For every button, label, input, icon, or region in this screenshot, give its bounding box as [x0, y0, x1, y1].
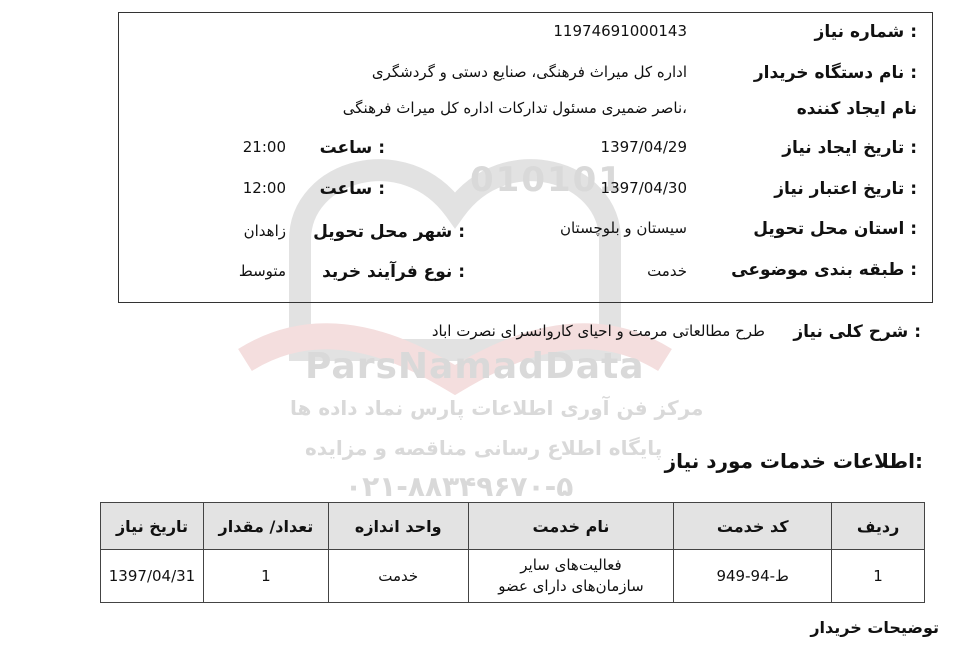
header-service-code: کد خدمت [674, 503, 832, 550]
created-date-label: تاریخ ایجاد نیاز : [782, 138, 917, 158]
valid-date-value: 1397/04/30 [600, 179, 687, 197]
city-value: زاهدان [243, 222, 286, 240]
watermark-phone: ۰۲۱-۸۸۳۴۹۶۷۰-۵ [345, 470, 574, 503]
need-number-value: 11974691000143 [553, 22, 687, 40]
buyer-org-value: اداره کل میراث فرهنگی، صنایع دستی و گردشگری [371, 63, 687, 81]
city-label: شهر محل تحویل : [313, 222, 465, 242]
summary-text: طرح مطالعاتی مرمت و احیای کاروانسرای نصرت اباد [431, 322, 765, 340]
header-row-number: ردیف [832, 503, 925, 550]
creator-value: ناصر ضمیری مسئول تدارکات اداره کل میراث فرهنگی، [342, 99, 687, 117]
watermark-digits: 010101 [470, 160, 624, 200]
category-value: خدمت [647, 262, 687, 280]
watermark-line1: مرکز فن آوری اطلاعات پارس نماد داده ها [290, 396, 704, 420]
valid-time-label: ساعت : [319, 179, 385, 199]
service-name-line2: سازمان‌های دارای عضو [498, 577, 644, 595]
cell-need-date: 1397/04/31 [101, 550, 204, 603]
buyer-notes-label: توضیحات خریدار [810, 618, 939, 637]
table-row [101, 550, 925, 603]
header-service-name: نام خدمت [468, 503, 674, 550]
province-label: استان محل تحویل : [753, 219, 917, 239]
services-table [100, 502, 925, 603]
cell-row-number: 1 [832, 550, 925, 603]
process-value: متوسط [238, 262, 286, 280]
creator-label: نام ایجاد کننده [796, 99, 917, 119]
summary-label: شرح کلی نیاز : [793, 322, 921, 342]
header-need-date: تاریخ نیاز [101, 503, 204, 550]
cell-quantity: 1 [204, 550, 329, 603]
created-date-value: 1397/04/29 [600, 138, 687, 156]
table-header-row [101, 503, 925, 550]
watermark-line2: پایگاه اطلاع رسانی مناقصه و مزایده [305, 436, 663, 460]
province-value: سیستان و بلوچستان [559, 219, 687, 237]
services-section-title: اطلاعات خدمات مورد نیاز: [664, 449, 923, 473]
created-time-label: ساعت : [319, 138, 385, 158]
header-quantity: تعداد/ مقدار [204, 503, 329, 550]
valid-time-value: 12:00 [242, 179, 286, 197]
header-unit: واحد اندازه [328, 503, 468, 550]
cell-unit: خدمت [328, 550, 468, 603]
service-name-line1: فعالیت‌های سایر [520, 556, 622, 574]
process-label: نوع فرآیند خرید : [322, 262, 465, 282]
cell-service-code: ط-94-949 [674, 550, 832, 603]
need-number-label: شماره نیاز : [814, 22, 917, 42]
category-label: طبقه بندی موضوعی : [731, 260, 917, 280]
buyer-org-label: نام دستگاه خریدار : [753, 63, 917, 83]
valid-date-label: تاریخ اعتبار نیاز : [774, 179, 917, 199]
created-time-value: 21:00 [242, 138, 286, 156]
cell-service-name [468, 550, 674, 603]
watermark-brand: ParsNamadData [305, 346, 645, 387]
